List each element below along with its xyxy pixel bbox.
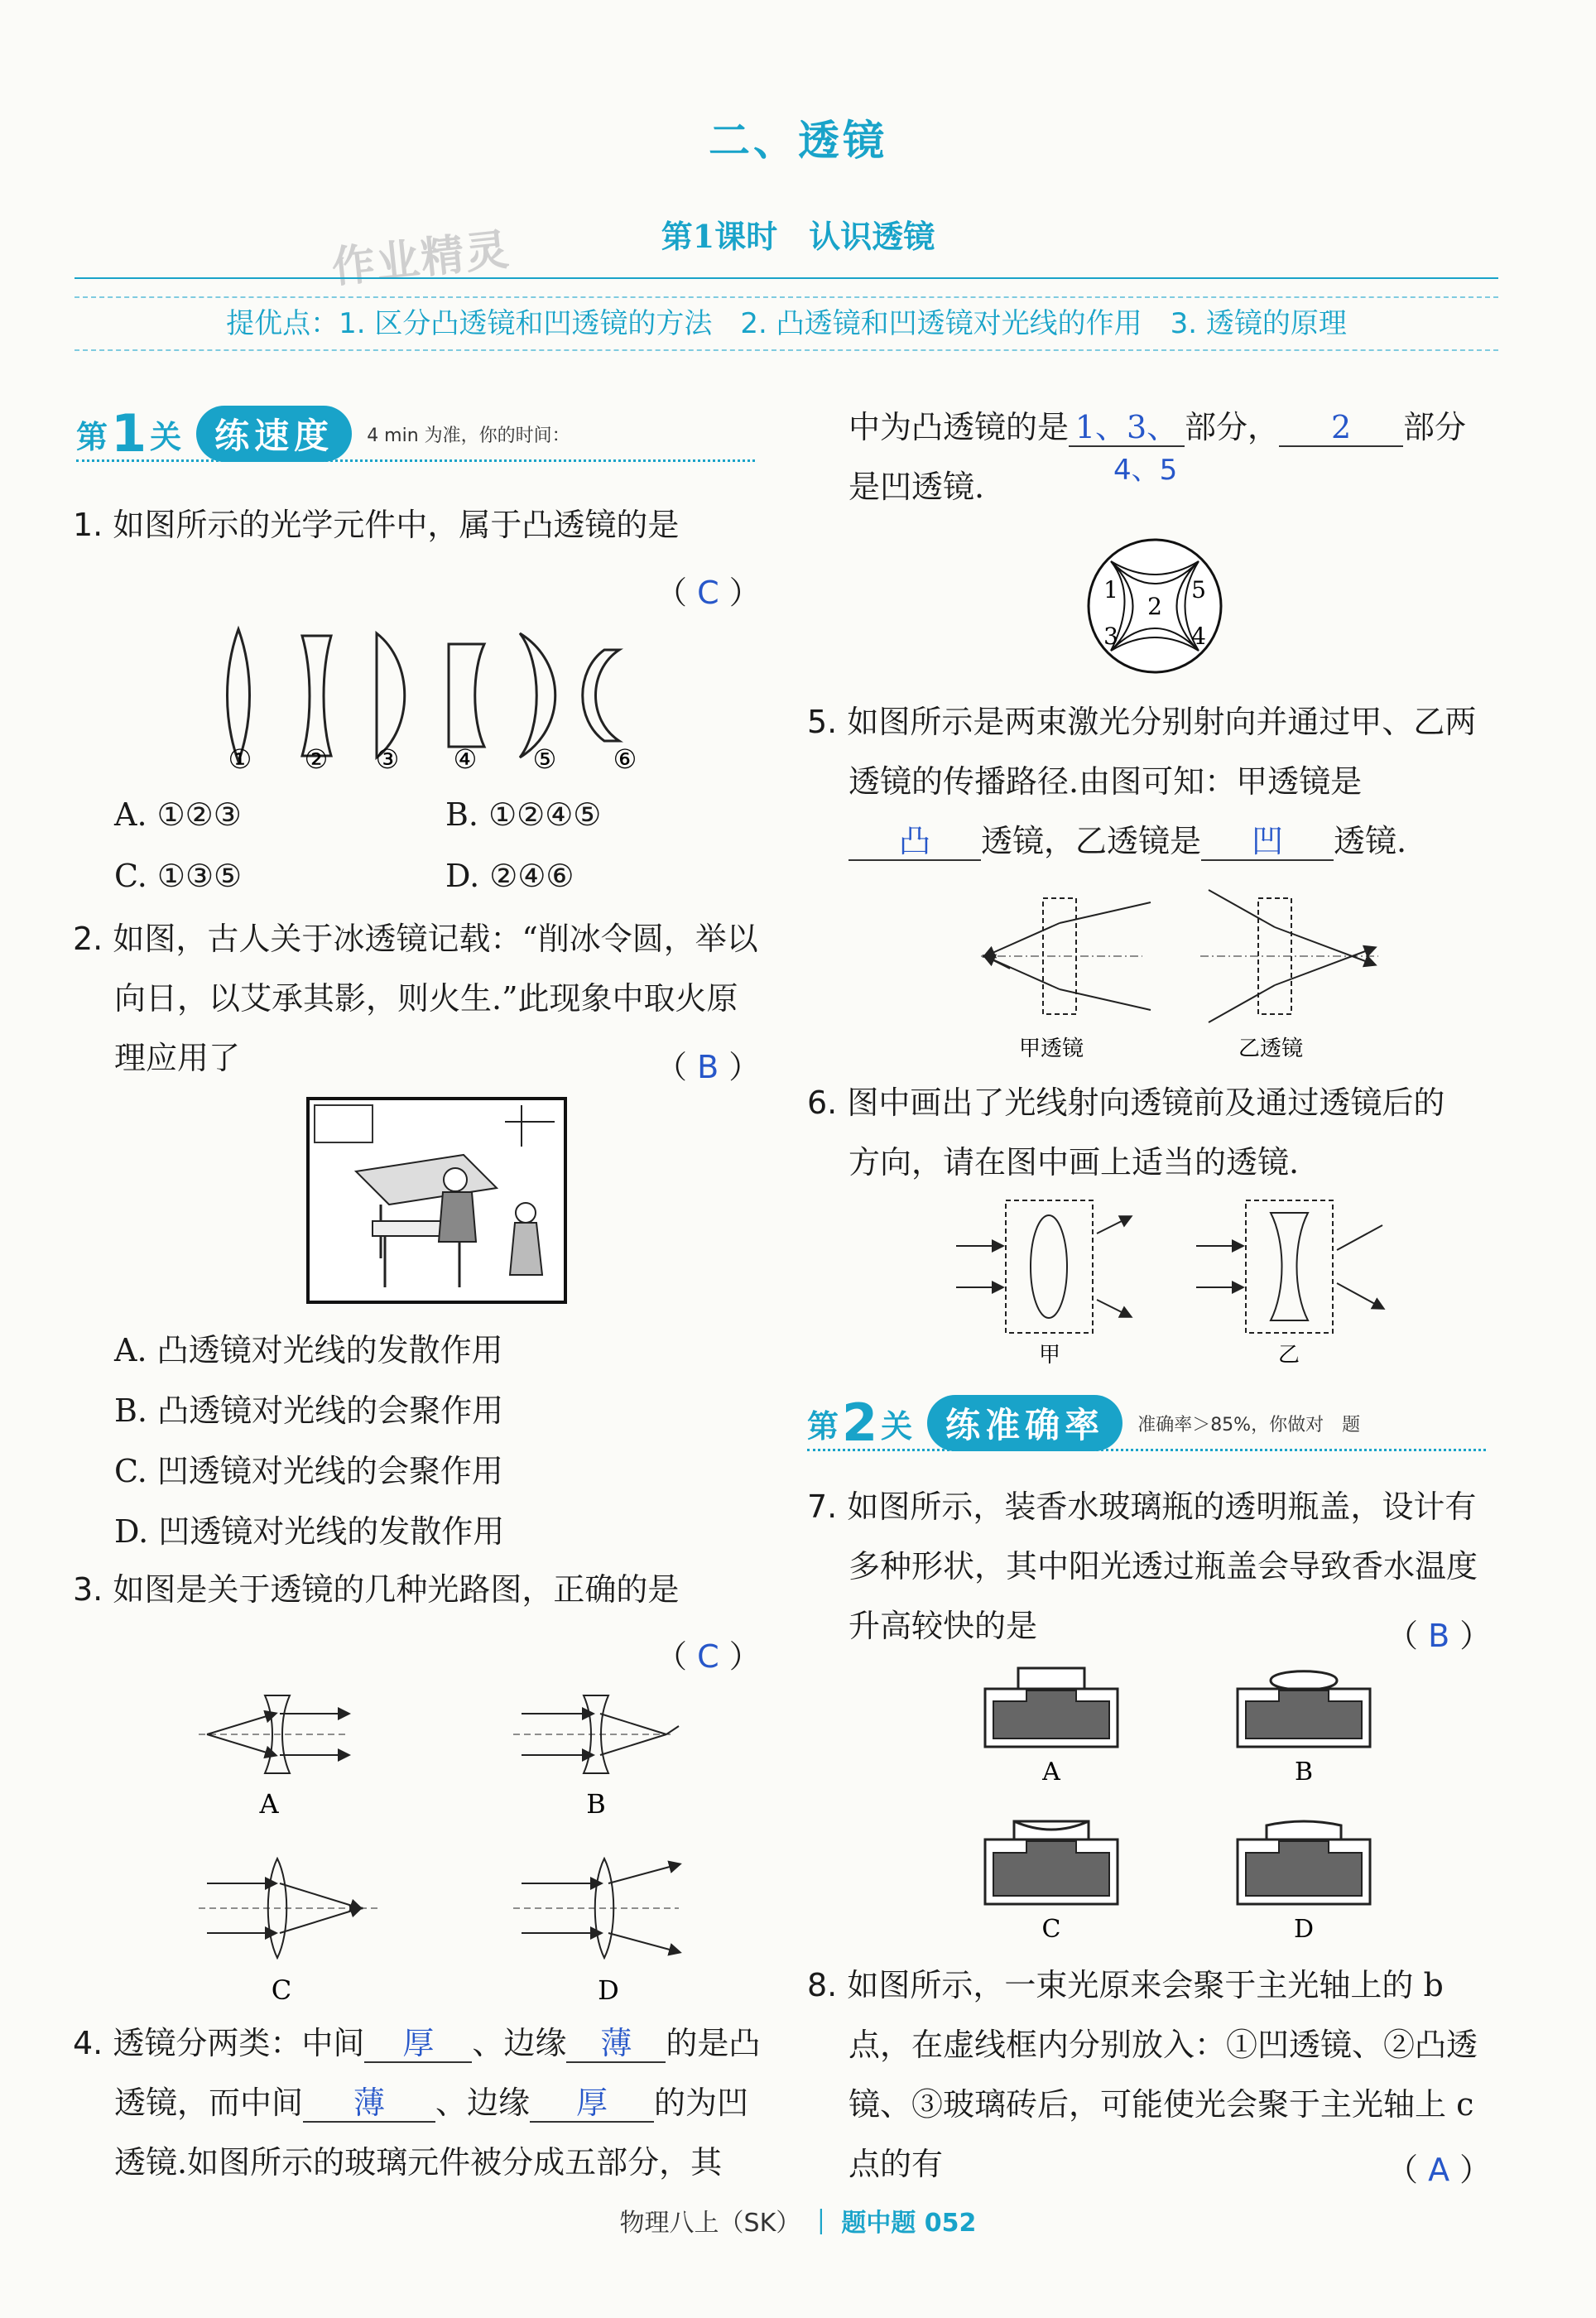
q7-label-b: B — [1294, 1758, 1314, 1787]
level2-guan: 关 — [881, 1407, 913, 1445]
q4-text-9: 部分， — [1185, 409, 1280, 445]
header-divider — [75, 277, 1498, 279]
lens-label-5: ⑤ — [532, 743, 557, 775]
q5-stem — [807, 692, 1519, 871]
q4-blank-6: 2 — [1279, 411, 1403, 447]
q4-text-1: 透镜分两类：中间 — [113, 2025, 365, 2061]
part-3: 3 — [1103, 623, 1118, 650]
q2-option-d: D. 凹透镜对光线的发散作用 — [114, 1513, 505, 1550]
level1-underline — [76, 459, 755, 462]
q8-line3: 镜、③玻璃砖后，可能使光会聚于主光轴上 c — [848, 2086, 1474, 2123]
q7-bottle-b — [1238, 1671, 1370, 1787]
q4-text-6: 的为凹 — [654, 2085, 749, 2121]
q1-stem — [73, 495, 679, 555]
part-2: 2 — [1147, 593, 1162, 620]
q3-answer-paren: （ C ） — [656, 1638, 761, 1675]
q5-line2: 透镜的传播路径.由图可知：甲透镜是 — [848, 763, 1363, 800]
q2-option-b: B. 凸透镜对光线的会聚作用 — [114, 1392, 504, 1429]
q3-diagram-a — [199, 1695, 348, 1820]
q8-line4: 点的有 — [848, 2146, 944, 2182]
footer-page: 题中题 052 — [841, 2209, 977, 2238]
q5-number: 5. — [807, 704, 838, 740]
q4-glass-figure — [1076, 538, 1233, 679]
level1-di: 第 — [76, 418, 108, 455]
q6-number: 6. — [807, 1084, 838, 1121]
part-1: 1 — [1103, 576, 1118, 604]
q8-answer: A — [1428, 2152, 1450, 2188]
lens-2 — [302, 636, 331, 756]
q3-label-a: A — [259, 1788, 279, 1820]
part-4: 4 — [1191, 623, 1206, 650]
q7-number: 7. — [807, 1488, 838, 1525]
q4-text-11: 是凹透镜. — [848, 469, 985, 505]
q3-number: 3. — [73, 1571, 103, 1608]
q3-answer: C — [697, 1638, 719, 1675]
q7-line1: 如图所示，装香水玻璃瓶的透明瓶盖，设计有 — [847, 1488, 1477, 1525]
level2-number: 2 — [842, 1392, 878, 1453]
q5-caption-jia: 甲透镜 — [1018, 1036, 1084, 1061]
level2-heading — [807, 1392, 1361, 1453]
level2-hint: 准确率＞85%，你做对 题 — [1137, 1414, 1361, 1436]
q5-laser-figure — [977, 878, 1391, 1068]
q2-line2: 向日，以艾承其影，则火生.”此现象中取火原 — [114, 980, 738, 1017]
q3-diagram-d — [513, 1859, 679, 2006]
q7-bottle-d — [1238, 1821, 1370, 1944]
q7-label-c: C — [1041, 1915, 1061, 1944]
lens-4 — [449, 644, 484, 747]
q4-blank-5-overflow: 4、5 — [1113, 454, 1178, 487]
lens-label-4: ④ — [453, 743, 478, 775]
level1-guan: 关 — [150, 418, 182, 455]
q3-diagram-c — [199, 1859, 381, 2006]
level1-number: 1 — [111, 403, 147, 464]
q3-lightpath-figure — [182, 1689, 695, 2012]
q6-figure — [952, 1192, 1399, 1370]
q6-line1: 图中画出了光线射向透镜前及通过透镜后的 — [847, 1084, 1445, 1121]
q4-stem — [73, 2013, 768, 2192]
level1-hint: 4 min 为准，你的时间： — [367, 425, 570, 446]
q4-text-7: 透镜.如图所示的玻璃元件被分成五部分，其 — [114, 2144, 723, 2181]
level2-badge: 练准确率 — [927, 1395, 1122, 1451]
q5-end: 透镜. — [1334, 823, 1407, 859]
q8-answer-paren: （ A ） — [1387, 2152, 1492, 2188]
q5-blank-1: 凸 — [848, 825, 981, 861]
q4-blank-1: 厚 — [364, 2027, 472, 2063]
q1-text: 如图所示的光学元件中，属于凸透镜的是 — [113, 507, 680, 543]
level2-underline — [807, 1449, 1486, 1451]
q7-bottle-a — [985, 1668, 1118, 1787]
q4-text-10: 部分 — [1403, 409, 1467, 445]
q3-diagram-b — [513, 1695, 679, 1820]
q5-line1: 如图所示是两束激光分别射向并通过甲、乙两 — [847, 704, 1477, 740]
lens-5 — [520, 633, 555, 757]
lens-label-2: ② — [304, 743, 329, 775]
lens-6 — [583, 650, 619, 741]
q4-text-8: 中为凸透镜的是 — [848, 409, 1070, 445]
q7-line3: 升高较快的是 — [848, 1608, 1038, 1644]
q1-number: 1. — [73, 507, 103, 543]
q1-option-c: C. ①③⑤ — [114, 858, 243, 894]
q6-caption-jia: 甲 — [1038, 1343, 1061, 1368]
q4-blank-3: 薄 — [303, 2086, 435, 2123]
q5-lens-yi — [1200, 890, 1378, 1061]
q5-lens-jia — [981, 898, 1151, 1061]
q7-bottle-figure — [977, 1664, 1407, 1979]
q7-label-d: D — [1293, 1915, 1315, 1944]
q4-text-5: 、边缘 — [435, 2085, 531, 2121]
lens-label-1: ① — [228, 743, 252, 775]
lens-1 — [228, 629, 250, 762]
q4-continued — [848, 397, 1527, 517]
q4-number: 4. — [73, 2025, 103, 2061]
q6-line2: 方向，请在图中画上适当的透镜. — [848, 1144, 1300, 1181]
q1-answer: C — [697, 575, 719, 611]
q8-line2: 点，在虚线框内分别放入：①凹透镜、②凸透 — [848, 2027, 1478, 2063]
q2-answer: B — [697, 1049, 719, 1085]
q5-mid: 透镜，乙透镜是 — [981, 823, 1202, 859]
q8-line1: 如图所示，一束光原来会聚于主光轴上的 b — [847, 1967, 1444, 2003]
q7-label-a: A — [1042, 1758, 1060, 1787]
q6-box-yi — [1196, 1200, 1382, 1368]
q7-line2: 多种形状，其中阳光透过瓶盖会导致香水温度 — [848, 1548, 1478, 1585]
chapter-title: 二、透镜 — [709, 116, 887, 165]
q3-label-d: D — [598, 1974, 619, 2006]
q4-text-3: 的是凸 — [666, 2025, 761, 2061]
footer-book: 物理八上（SK） — [619, 2209, 801, 2238]
q1-lens-figure — [207, 621, 671, 778]
q4-blank-5: 1、3、 — [1069, 411, 1185, 447]
q1-option-b: B. ①②④⑤ — [445, 796, 602, 833]
lesson-title: 第1课时 认识透镜 — [661, 218, 935, 255]
q2-option-c: C. 凹透镜对光线的会聚作用 — [114, 1453, 503, 1489]
q2-answer-paren: （ B ） — [656, 1049, 761, 1085]
q2-option-a: A. 凸透镜对光线的发散作用 — [114, 1332, 503, 1368]
lens-label-3: ③ — [375, 743, 400, 775]
q3-label-c: C — [271, 1974, 292, 2006]
footer-divider: ｜ — [808, 2209, 834, 2238]
q3-stem — [73, 1560, 679, 1619]
q4-text-2: 、边缘 — [472, 2025, 567, 2061]
q6-stem — [807, 1073, 1519, 1192]
q5-blank-2: 凹 — [1201, 825, 1334, 861]
q1-option-a: A. ①②③ — [114, 796, 242, 833]
lens-label-6: ⑥ — [613, 743, 637, 775]
q7-bottle-c — [985, 1821, 1118, 1944]
level2-di: 第 — [807, 1407, 839, 1445]
q3-text: 如图是关于透镜的几种光路图，正确的是 — [113, 1571, 680, 1608]
q7-answer: B — [1428, 1618, 1450, 1654]
q8-number: 8. — [807, 1967, 838, 2003]
q3-label-b: B — [586, 1788, 606, 1820]
q4-text-4: 透镜，而中间 — [114, 2085, 304, 2121]
q2-number: 2. — [73, 921, 103, 957]
watermark: 作业精灵 — [329, 224, 513, 294]
part-5: 5 — [1191, 576, 1206, 604]
q4-blank-2: 薄 — [566, 2027, 666, 2063]
focus-points: 提优点：1. 区分凸透镜和凹透镜的方法 2. 凸透镜和凹透镜对光线的作用 3. 透镜的原理 — [75, 296, 1498, 351]
lens-3 — [377, 633, 405, 757]
q6-caption-yi: 乙 — [1277, 1343, 1300, 1368]
q6-box-jia — [956, 1200, 1130, 1368]
q2-line1: 如图，古人关于冰透镜记载：“削冰令圆，举以 — [113, 921, 758, 957]
q5-caption-yi: 乙透镜 — [1238, 1036, 1304, 1061]
page-footer — [0, 2202, 1596, 2239]
level1-badge: 练速度 — [196, 406, 352, 462]
q2-line3: 理应用了 — [114, 1040, 241, 1076]
q1-answer-paren: （ C ） — [656, 575, 761, 611]
level1-heading — [76, 403, 570, 464]
q4-blank-4: 厚 — [530, 2086, 654, 2123]
q1-option-d: D. ②④⑥ — [445, 858, 574, 894]
q7-answer-paren: （ B ） — [1387, 1618, 1492, 1654]
q2-illustration — [306, 1097, 567, 1304]
